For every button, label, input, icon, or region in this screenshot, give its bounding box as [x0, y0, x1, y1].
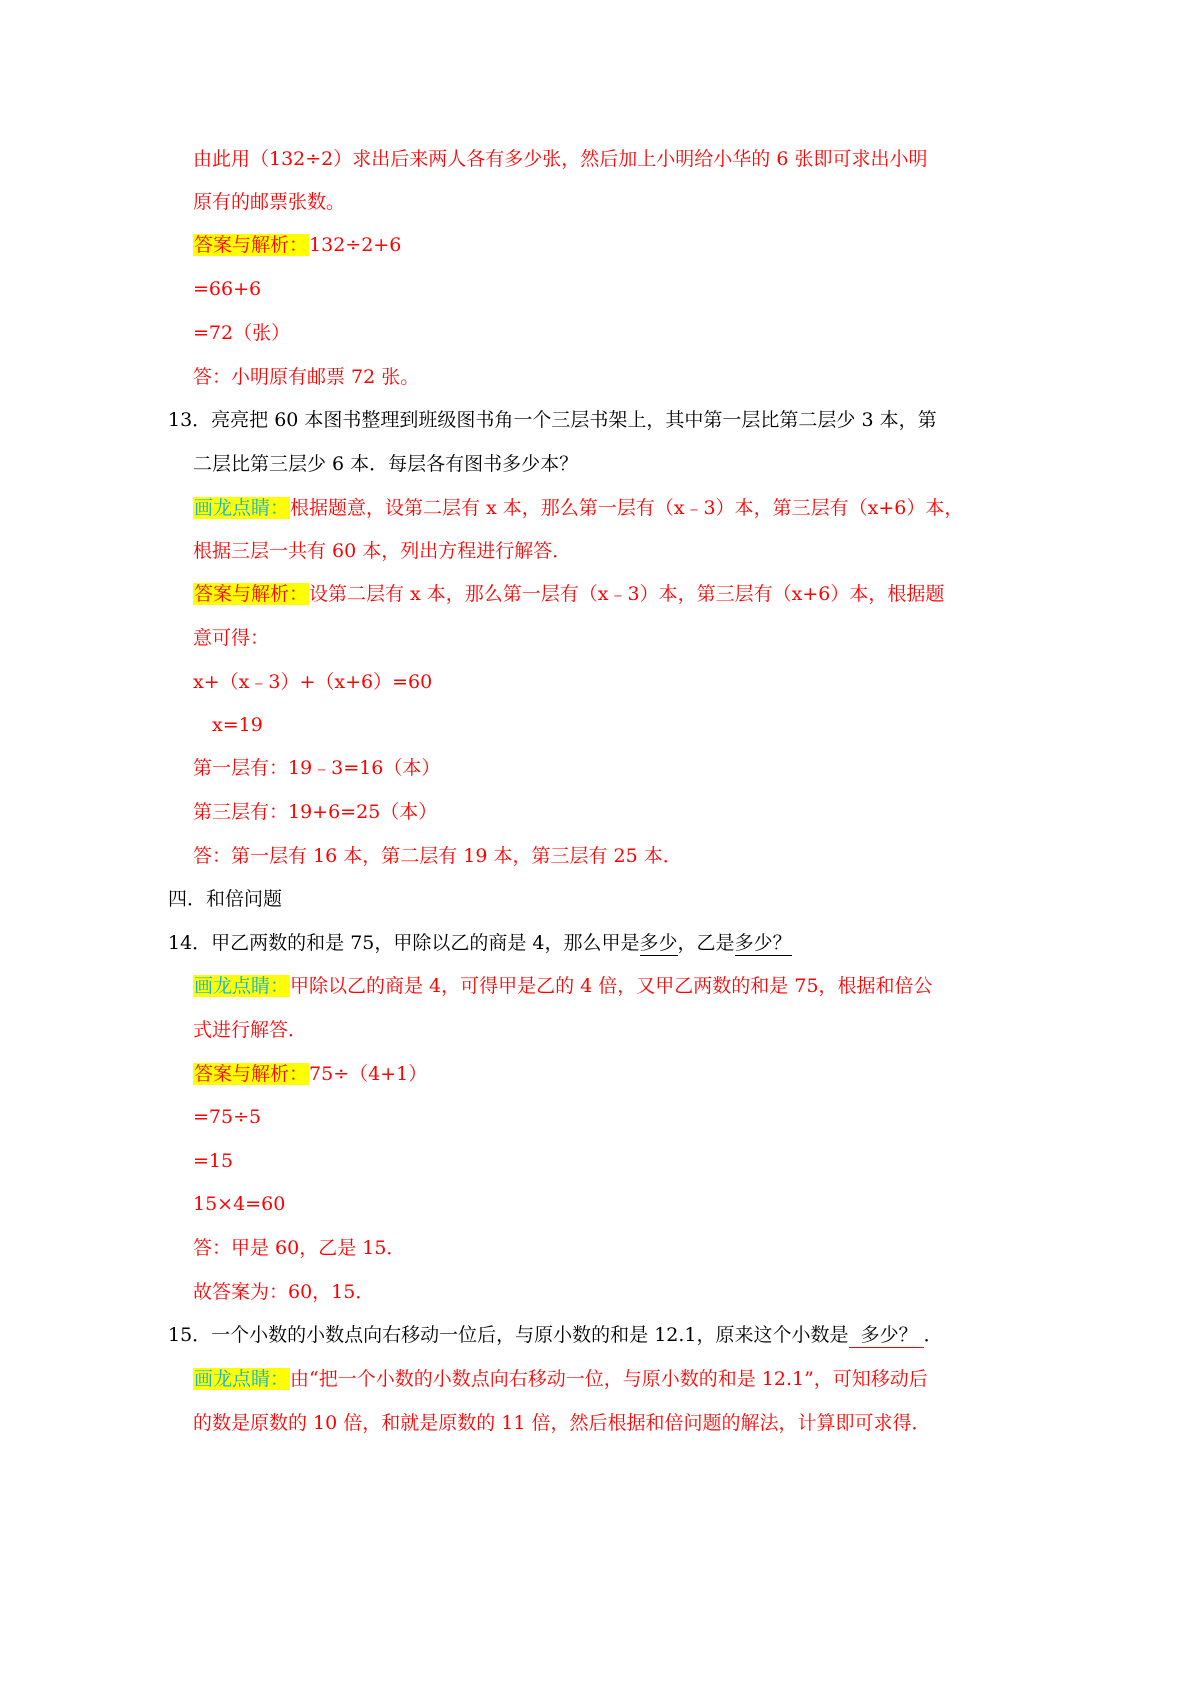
equation-line: x+（x﹣3）+（x+6）=60	[193, 671, 433, 693]
hint-line-2: 式进行解答．	[193, 1019, 308, 1041]
hint-label: 画龙点睛：	[194, 975, 290, 997]
answer-line-2: 意可得：	[193, 627, 270, 649]
blank-answer: 多少？	[848, 1324, 924, 1346]
question-text: ，乙是	[677, 932, 735, 954]
answer-statement: 答：第一层有 16 本，第二层有 19 本，第三层有 25 本．	[193, 845, 682, 867]
equation-line: 第三层有：19+6=25（本）	[193, 801, 438, 823]
answer-text: 75÷（4+1）	[309, 1063, 428, 1085]
question-text: 14．甲乙两数的和是 75，甲除以乙的商是 4，那么甲是	[168, 932, 640, 954]
answer-statement: 答：小明原有邮票 72 张。	[193, 366, 420, 388]
paragraph-line: 由此用（132÷2）求出后来两人各有多少张，然后加上小明给小华的 6 张即可求出小明	[193, 148, 928, 170]
equation-line: =72（张）	[193, 322, 291, 344]
answer-label: 答案与解析：	[194, 1063, 309, 1085]
equation-line: x=19	[212, 714, 263, 736]
answer-line	[193, 1061, 427, 1087]
question-14-line-1	[168, 930, 792, 956]
answer-line	[193, 581, 944, 607]
equation-line: =75÷5	[193, 1106, 262, 1128]
hint-label: 画龙点睛：	[194, 1368, 290, 1390]
hint-line	[193, 495, 963, 521]
hint-text: 由“把一个小数的小数点向右移动一位，与原小数的和是 12.1”，可知移动后	[290, 1368, 928, 1390]
answer-text: 设第二层有 x 本，那么第一层有（x﹣3）本，第三层有（x+6）本，根据题	[309, 583, 945, 605]
answer-text: 132÷2+6	[309, 234, 402, 256]
section-title: 四．和倍问题	[168, 888, 283, 910]
question-13-line-1: 13．亮亮把 60 本图书整理到班级图书角一个三层书架上，其中第一层比第二层少 3 本，第	[168, 409, 937, 431]
hint-label: 画龙点睛：	[194, 497, 290, 519]
hint-text: 根据题意，设第二层有 x 本，那么第一层有（x﹣3）本，第三层有（x+6）本，	[290, 497, 964, 519]
answer-label: 答案与解析：	[194, 583, 309, 605]
equation-line: 15×4=60	[193, 1193, 286, 1215]
question-13-line-2: 二层比第三层少 6 本．每层各有图书多少本？	[193, 453, 579, 475]
answer-label: 答案与解析：	[194, 234, 309, 256]
question-15-line-1	[168, 1322, 943, 1348]
hint-line-2: 的数是原数的 10 倍，和就是原数的 11 倍，然后根据和倍问题的解法，计算即可求得．	[193, 1412, 931, 1434]
equation-line: 第一层有：19﹣3=16（本）	[193, 757, 441, 779]
paragraph-line: 原有的邮票张数。	[193, 191, 346, 213]
question-text: ．	[923, 1324, 943, 1346]
hint-line	[193, 1366, 928, 1392]
answer-statement: 答：甲是 60，乙是 15．	[193, 1237, 406, 1259]
answer-line	[193, 232, 401, 258]
hint-line	[193, 973, 933, 999]
question-text: 15．一个小数的小数点向右移动一位后，与原小数的和是 12.1，原来这个小数是	[168, 1324, 849, 1346]
hint-text: 甲除以乙的商是 4，可得甲是乙的 4 倍，又甲乙两数的和是 75，根据和倍公	[290, 975, 933, 997]
equation-line: =66+6	[193, 278, 262, 300]
blank-answer: 多少？	[734, 932, 792, 954]
answer-statement: 故答案为：60，15．	[193, 1281, 375, 1303]
equation-line: =15	[193, 1150, 234, 1172]
blank-answer: 多少	[639, 932, 678, 954]
hint-line-2: 根据三层一共有 60 本，列出方程进行解答．	[193, 540, 572, 562]
